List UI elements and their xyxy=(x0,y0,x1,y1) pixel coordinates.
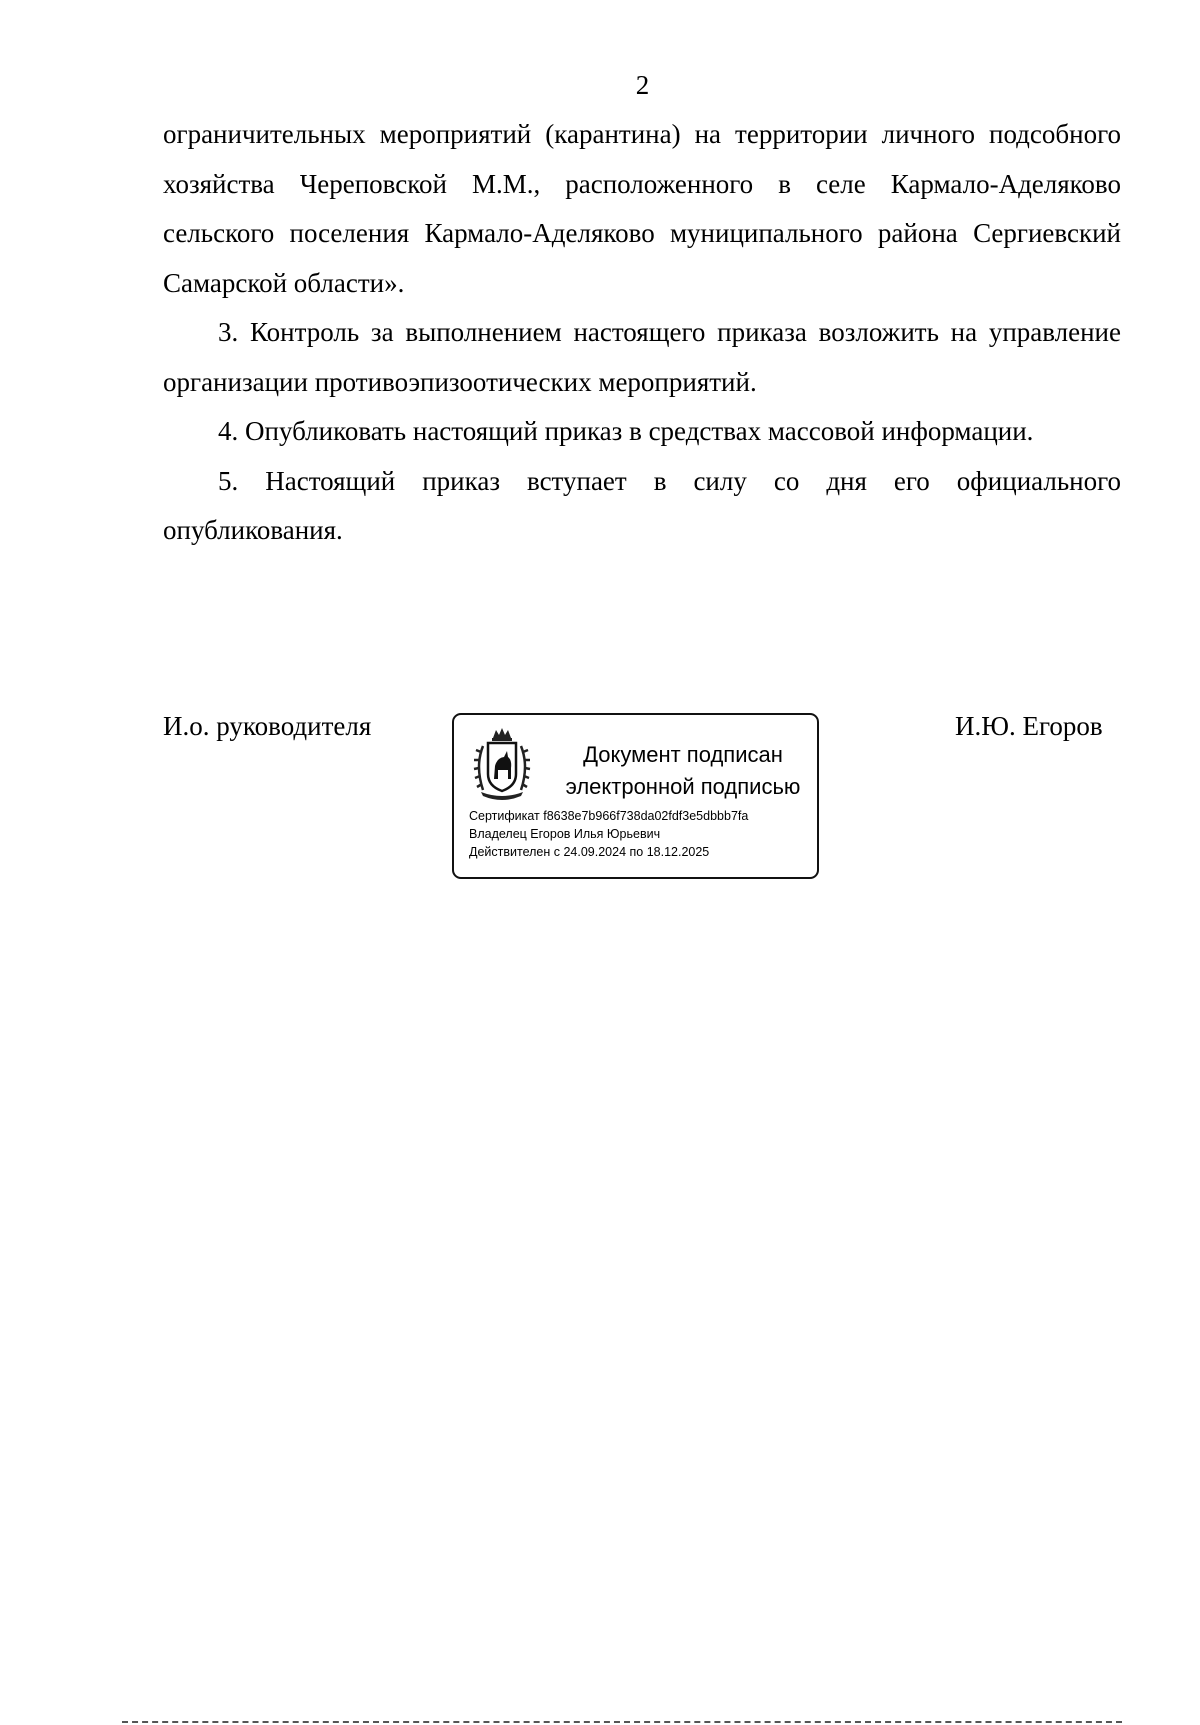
stamp-validity: Действителен с 24.09.2024 по 18.12.2025 xyxy=(469,845,710,859)
stamp-title-line-2: электронной подписью xyxy=(565,774,801,799)
page-number: 2 xyxy=(635,70,650,100)
paragraph-item-5: 5. Настоящий приказ вступает в силу со дня его официального опубликования. xyxy=(163,465,1121,545)
samara-coat-of-arms-icon xyxy=(471,724,533,804)
stamp-details xyxy=(469,807,748,861)
paragraph-item-3: 3. Контроль за выполнением настоящего приказа возложить на управление организации противоэпизоотических мероприятий. xyxy=(163,317,1121,397)
page-bottom-edge xyxy=(122,1721,1122,1725)
paragraph-item-4: 4. Опубликовать настоящий приказ в средствах массовой информации. xyxy=(218,416,1034,446)
stamp-title-line-1: Документ подписан xyxy=(583,742,783,767)
electronic-signature-stamp xyxy=(452,713,819,879)
document-body xyxy=(163,110,1121,556)
stamp-title xyxy=(554,739,812,803)
signer-name: И.Ю. Егоров xyxy=(955,711,1103,741)
signer-position: И.о. руководителя xyxy=(163,711,372,741)
stamp-owner: Владелец Егоров Илья Юрьевич xyxy=(469,827,661,841)
paragraph-continuation: ограничительных мероприятий (карантина) на территории личного подсобного хозяйства Череповской М.М., расположенного в селе Кармало-Аделяково сельского поселения Кармало-Аделяково муниципального района Сергиевский Самарской области». xyxy=(163,119,1121,298)
stamp-certificate: Сертификат f8638e7b966f738da02fdf3e5dbbb7fa xyxy=(469,809,749,823)
